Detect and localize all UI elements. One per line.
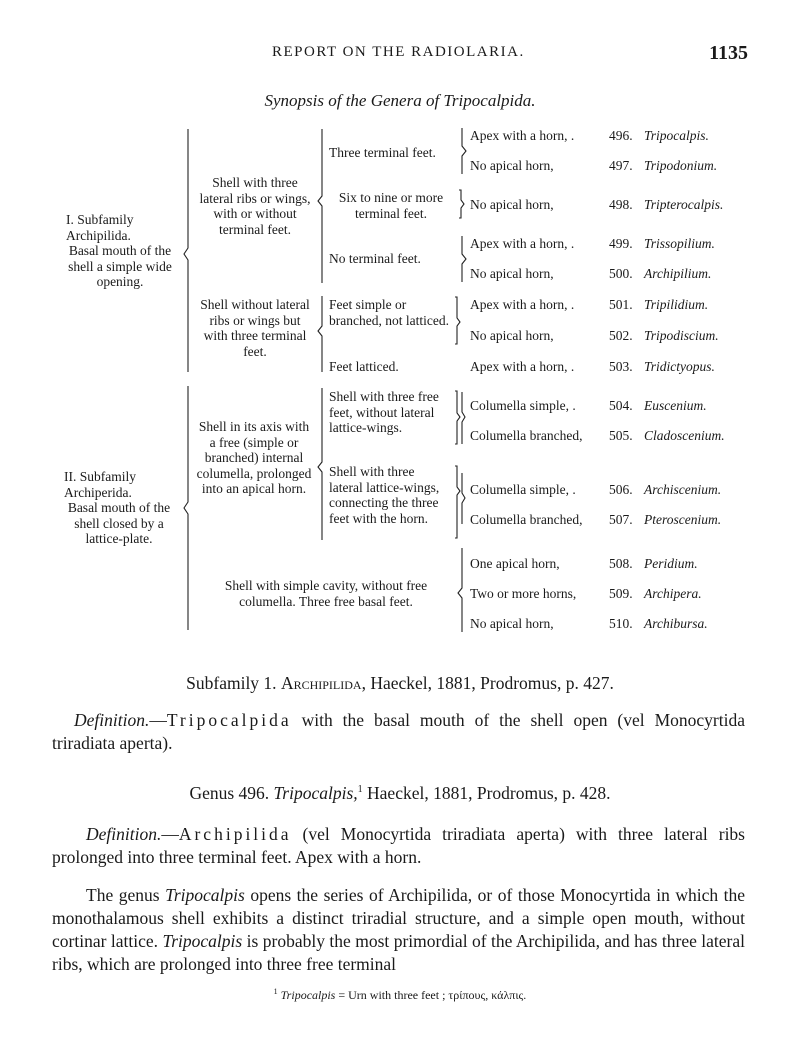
genus-number: 506. (609, 482, 633, 497)
genus-character: Apex with a horn, . (470, 236, 575, 251)
subfamily-1-label: I. Subfamily Archipilida. (66, 212, 134, 243)
subgroup-free-feet: Shell with three free feet, without lateral lattice-wings. (329, 389, 439, 435)
genus-name: Trissopilium. (644, 236, 715, 251)
footnote-term: Tripocalpis (280, 988, 336, 1002)
brace-sub-ribs-six (459, 190, 464, 218)
genus-number: 508. (609, 556, 633, 571)
genus-character: Apex with a horn, . (470, 359, 575, 374)
group-noribs: Shell without lateral ribs or wings but with three terminal feet. (200, 297, 310, 359)
definition-term: Archipilida (178, 824, 292, 844)
genus-number: 502. (609, 328, 633, 343)
footnote-ref: 1 (357, 784, 363, 796)
genus-number: 496. (609, 128, 633, 143)
genus-name: Pteroscenium. (644, 512, 722, 527)
genus-character: No apical horn, (470, 158, 554, 173)
genus-number: 504. (609, 398, 633, 413)
brace-subfamily-2 (184, 386, 188, 630)
brace-group-noribs (318, 296, 322, 372)
subfamily-1-desc: Basal mouth of the shell a simple wide opening. (68, 243, 172, 289)
brace-sub-feet-simple (455, 297, 460, 344)
definition-subfamily (52, 709, 745, 755)
brace-char-1 (462, 392, 465, 444)
genus-name: Tripodiscium. (644, 328, 719, 343)
genus-number: 501. (609, 297, 633, 312)
genus-heading-rest: Haeckel, 1881, Prodromus, p. 428. (362, 783, 611, 803)
brace-sub-1 (462, 128, 466, 174)
genus-number: 509. (609, 586, 633, 601)
paragraph-text-3: is probably the most primordial of the Archipilida, and has three lateral ribs, which are prolonged into three free terminal (52, 931, 746, 974)
genus-name: Tripterocalpis. (644, 197, 724, 212)
brace-group-columella (318, 388, 322, 540)
genus-character: Apex with a horn, . (470, 297, 575, 312)
subfamily-2-label: II. Subfamily Archiperida. (64, 469, 136, 500)
genus-number: 500. (609, 266, 633, 281)
brace-group-ribs (318, 129, 322, 283)
genus-name: Archiscenium. (644, 482, 722, 497)
genus-name: Tridictyopus. (644, 359, 715, 374)
running-title: REPORT ON THE RADIOLARIA. (272, 44, 525, 60)
footnote-mark: 1 (273, 987, 278, 996)
definition-term: Tripocalpida (166, 710, 292, 730)
brace-subfamily-1 (184, 129, 188, 372)
brace-sub-free-feet (455, 391, 460, 444)
synopsis-title: Synopsis of the Genera of Tripocalpida. (264, 91, 536, 110)
paragraph-genus-2: Tripocalpis (162, 931, 243, 951)
genus-number: 505. (609, 428, 633, 443)
genus-name: Peridium. (644, 556, 698, 571)
definition-text: with the basal mouth of the shell open (vel Monocyrtida triradiata aperta). (52, 710, 745, 753)
genus-character: No apical horn, (470, 328, 554, 343)
genus-name: Euscenium. (644, 398, 707, 413)
genus-number: 498. (609, 197, 633, 212)
group-ribs: Shell with three lateral ribs or wings, with or without terminal feet. (199, 175, 311, 237)
page-number: 1135 (709, 42, 748, 64)
brace-char-3 (458, 548, 462, 632)
definition-label: Definition. (86, 824, 162, 844)
subfamily-heading-prefix: Subfamily 1. (186, 673, 277, 693)
group-columella: Shell in its axis with a free (simple or branched) internal columella, prolonged into an apical horn. (196, 419, 312, 496)
genus-character: Apex with a horn, . (470, 128, 575, 143)
subgroup-lattice-wings: Shell with three lateral lattice-wings, connecting the three feet with the horn. (329, 464, 440, 526)
brace-sub-3 (462, 236, 466, 282)
definition-label: Definition. (74, 710, 150, 730)
subgroup-no-terminal: No terminal feet. (329, 251, 421, 266)
paragraph-text-1: The genus (86, 885, 166, 905)
subfamily-2-desc: Basal mouth of the shell closed by a lattice-plate. (67, 500, 171, 546)
genus-name: Archipera. (644, 586, 702, 601)
genus-name: Cladoscenium. (644, 428, 725, 443)
genus-character: No apical horn, (470, 616, 554, 631)
genus-character: No apical horn, (470, 266, 554, 281)
footnote-text: = Urn with three feet ; τρίπους, κάλπις. (335, 988, 527, 1002)
genus-number: 507. (609, 512, 633, 527)
subgroup-feet-latticed: Feet latticed. (329, 359, 399, 374)
subfamily-heading-rest: , Haeckel, 1881, Prodromus, p. 427. (361, 673, 614, 693)
paragraph-genus-1: Tripocalpis (165, 885, 245, 905)
subfamily-heading-name: Archipilida (280, 673, 362, 693)
genus-number: 510. (609, 616, 633, 631)
subgroup-feet-simple: Feet simple or branched, not latticed. (329, 297, 449, 328)
paragraph-text-2: opens the series of Archipilida, or of those Monocyrtida in which the monothalamous shell exhibits a distinct triradial structure, and a simple open mouth, without cortinar lattice. (52, 885, 745, 951)
genus-name: Tripilidium. (644, 297, 709, 312)
genus-number: 499. (609, 236, 633, 251)
body-paragraph (52, 884, 745, 976)
genus-name: Tripodonium. (644, 158, 718, 173)
subfamily-heading (0, 673, 800, 694)
brace-char-2 (462, 473, 465, 524)
genus-number: 497. (609, 158, 633, 173)
genus-character: One apical horn, (470, 556, 560, 571)
genus-character: Columella branched, (470, 428, 583, 443)
genus-character: Columella simple, . (470, 482, 576, 497)
genus-character: Two or more horns, (470, 586, 577, 601)
genus-heading-prefix: Genus 496. (189, 783, 270, 803)
definition-dash: — (161, 824, 179, 844)
genus-heading-name: Tripocalpis, (273, 783, 358, 803)
definition-dash: — (149, 710, 167, 730)
footnote (0, 987, 800, 1003)
definition-text: (vel Monocyrtida triradiata aperta) with three lateral ribs prolonged into three terminal feet. Apex with a horn. (52, 824, 745, 867)
group-simple-cavity: Shell with simple cavity, without free columella. Three free basal feet. (224, 578, 428, 609)
genus-number: 503. (609, 359, 633, 374)
definition-genus (52, 823, 745, 869)
subgroup-six-nine: Six to nine or more terminal feet. (338, 190, 444, 221)
genus-name: Archipilium. (644, 266, 712, 281)
genus-heading (0, 783, 800, 804)
subgroup-three-terminal: Three terminal feet. (329, 145, 436, 160)
genus-name: Archibursa. (644, 616, 708, 631)
genus-name: Tripocalpis. (644, 128, 709, 143)
genus-character: Columella simple, . (470, 398, 576, 413)
brace-sub-lattice (455, 466, 460, 538)
genus-character: Columella branched, (470, 512, 583, 527)
genus-character: No apical horn, (470, 197, 554, 212)
